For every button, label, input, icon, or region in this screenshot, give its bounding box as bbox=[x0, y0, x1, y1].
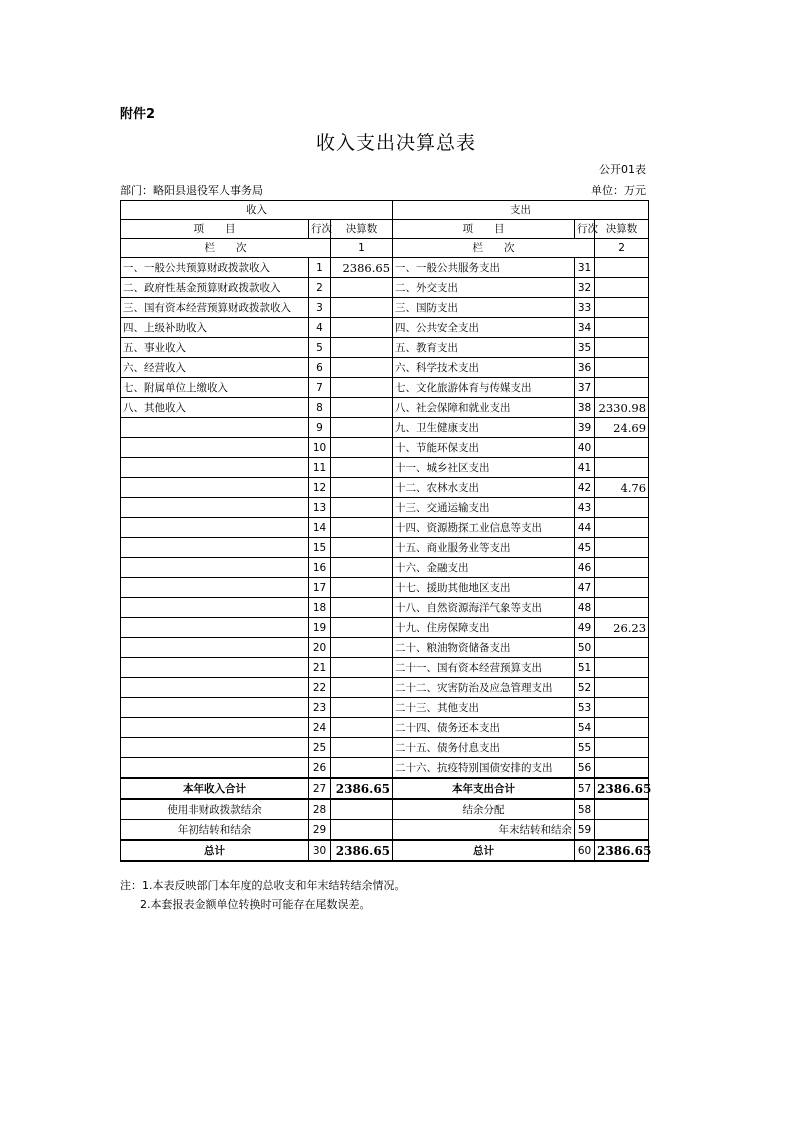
expense-amount bbox=[595, 298, 649, 318]
table-row bbox=[121, 598, 649, 618]
income-row-number: 14 bbox=[309, 518, 331, 538]
table-row bbox=[121, 418, 649, 438]
expense-total-amount: 2386.65 bbox=[595, 778, 649, 799]
income-amount bbox=[331, 738, 393, 758]
expense-item: 十三、交通运输支出 bbox=[393, 498, 575, 518]
income-amount bbox=[331, 498, 393, 518]
income-row-number: 17 bbox=[309, 578, 331, 598]
income-grand-total-amount: 2386.65 bbox=[331, 840, 393, 861]
income-amount bbox=[331, 418, 393, 438]
income-row-number: 22 bbox=[309, 678, 331, 698]
expense-item: 二十六、抗疫特别国债安排的支出 bbox=[393, 758, 575, 779]
income-amount bbox=[331, 458, 393, 478]
income-row-number: 10 bbox=[309, 438, 331, 458]
table-row bbox=[121, 618, 649, 638]
income-amount bbox=[331, 558, 393, 578]
expense-amount bbox=[595, 658, 649, 678]
expense-amount bbox=[595, 698, 649, 718]
expense-row-number: 55 bbox=[575, 738, 595, 758]
table-row bbox=[121, 318, 649, 338]
table-row bbox=[121, 498, 649, 518]
expense-amount: 2330.98 bbox=[595, 398, 649, 418]
expense-amount: 26.23 bbox=[595, 618, 649, 638]
income-item bbox=[121, 578, 309, 598]
income-item bbox=[121, 418, 309, 438]
expense-item: 二十五、债务付息支出 bbox=[393, 738, 575, 758]
expense-item: 六、科学技术支出 bbox=[393, 358, 575, 378]
income-item: 八、其他收入 bbox=[121, 398, 309, 418]
expense-amount bbox=[595, 458, 649, 478]
income-item bbox=[121, 618, 309, 638]
income-item: 三、国有资本经营预算财政拨款收入 bbox=[121, 298, 309, 318]
income-amount bbox=[331, 278, 393, 298]
income-amount bbox=[331, 698, 393, 718]
expense-amount bbox=[595, 638, 649, 658]
expense-row-number: 43 bbox=[575, 498, 595, 518]
expense-row-number: 59 bbox=[575, 820, 595, 841]
expense-item: 十六、金融支出 bbox=[393, 558, 575, 578]
expense-row-number: 58 bbox=[575, 799, 595, 820]
budget-summary-table bbox=[120, 200, 652, 862]
expense-amount: 24.69 bbox=[595, 418, 649, 438]
income-row-number: 4 bbox=[309, 318, 331, 338]
expense-amount bbox=[595, 799, 649, 820]
income-amount bbox=[331, 518, 393, 538]
table-row bbox=[121, 378, 649, 398]
expense-item: 二、外交支出 bbox=[393, 278, 575, 298]
expense-amount bbox=[595, 678, 649, 698]
expense-item: 结余分配 bbox=[393, 799, 575, 820]
expense-item: 八、社会保障和就业支出 bbox=[393, 398, 575, 418]
table-row bbox=[121, 538, 649, 558]
expense-amount bbox=[595, 538, 649, 558]
expense-item: 十四、资源勘探工业信息等支出 bbox=[393, 518, 575, 538]
income-total-amount: 2386.65 bbox=[331, 778, 393, 799]
income-row-number: 29 bbox=[309, 820, 331, 841]
income-item: 七、附属单位上缴收入 bbox=[121, 378, 309, 398]
table-row bbox=[121, 258, 649, 278]
income-amount bbox=[331, 638, 393, 658]
unit-label: 单位：万元 bbox=[591, 184, 646, 197]
table-row bbox=[121, 458, 649, 478]
income-amount: 2386.65 bbox=[331, 258, 393, 278]
income-group-header: 收入 bbox=[121, 201, 393, 220]
expense-amount bbox=[595, 718, 649, 738]
income-amount bbox=[331, 758, 393, 779]
income-amount bbox=[331, 658, 393, 678]
expense-item: 十五、商业服务业等支出 bbox=[393, 538, 575, 558]
expense-row-number: 39 bbox=[575, 418, 595, 438]
table-row bbox=[121, 398, 649, 418]
form-number: 公开01表 bbox=[599, 163, 646, 176]
income-row-number: 20 bbox=[309, 638, 331, 658]
income-item: 年初结转和结余 bbox=[121, 820, 309, 841]
table-row bbox=[121, 518, 649, 538]
income-row-number: 11 bbox=[309, 458, 331, 478]
income-amount bbox=[331, 618, 393, 638]
table-row bbox=[121, 578, 649, 598]
expense-row-number: 54 bbox=[575, 718, 595, 738]
income-row-number: 5 bbox=[309, 338, 331, 358]
income-item bbox=[121, 438, 309, 458]
expense-row-number: 36 bbox=[575, 358, 595, 378]
income-amount bbox=[331, 538, 393, 558]
income-row-number: 16 bbox=[309, 558, 331, 578]
income-item-header: 项 目 bbox=[121, 220, 309, 239]
expense-item: 二十二、灾害防治及应急管理支出 bbox=[393, 678, 575, 698]
income-row-number: 21 bbox=[309, 658, 331, 678]
department-label: 部门：略阳县退役军人事务局 bbox=[120, 184, 263, 197]
income-row-number: 25 bbox=[309, 738, 331, 758]
expense-amount bbox=[595, 518, 649, 538]
table-row bbox=[121, 820, 649, 841]
income-item bbox=[121, 638, 309, 658]
income-item bbox=[121, 478, 309, 498]
table-row bbox=[121, 278, 649, 298]
expense-row-number: 51 bbox=[575, 658, 595, 678]
income-row-number: 12 bbox=[309, 478, 331, 498]
expense-item: 二十四、债务还本支出 bbox=[393, 718, 575, 738]
income-item bbox=[121, 698, 309, 718]
expense-amount: 4.76 bbox=[595, 478, 649, 498]
income-row-number: 24 bbox=[309, 718, 331, 738]
income-amount bbox=[331, 799, 393, 820]
expense-grand-total-amount: 2386.65 bbox=[595, 840, 649, 861]
income-grand-total-label: 总计 bbox=[121, 840, 309, 861]
expense-total-row-number: 57 bbox=[575, 778, 595, 799]
expense-amount bbox=[595, 358, 649, 378]
income-item: 六、经营收入 bbox=[121, 358, 309, 378]
income-column-index: 1 bbox=[331, 239, 393, 258]
table-row bbox=[121, 758, 649, 779]
table-row bbox=[121, 478, 649, 498]
year-total-row bbox=[121, 778, 649, 799]
income-row-number: 3 bbox=[309, 298, 331, 318]
income-item bbox=[121, 738, 309, 758]
table-row bbox=[121, 738, 649, 758]
income-item bbox=[121, 458, 309, 478]
expense-amount bbox=[595, 498, 649, 518]
expense-item: 七、文化旅游体育与传媒支出 bbox=[393, 378, 575, 398]
expense-grand-total-label: 总计 bbox=[393, 840, 575, 861]
income-grand-total-row-number: 30 bbox=[309, 840, 331, 861]
income-amount bbox=[331, 378, 393, 398]
income-row-number: 1 bbox=[309, 258, 331, 278]
income-amount bbox=[331, 578, 393, 598]
expense-amount bbox=[595, 578, 649, 598]
expense-item: 十、节能环保支出 bbox=[393, 438, 575, 458]
income-item: 一、一般公共预算财政拨款收入 bbox=[121, 258, 309, 278]
expense-item: 十八、自然资源海洋气象等支出 bbox=[393, 598, 575, 618]
column-header-row bbox=[121, 220, 649, 239]
table-row bbox=[121, 298, 649, 318]
note-2: 2.本套报表金额单位转换时可能存在尾数误差。 bbox=[140, 898, 371, 911]
expense-item: 十一、城乡社区支出 bbox=[393, 458, 575, 478]
income-row-number: 2 bbox=[309, 278, 331, 298]
expense-row-number: 45 bbox=[575, 538, 595, 558]
income-row-number: 9 bbox=[309, 418, 331, 438]
column-index-row bbox=[121, 239, 649, 258]
income-row-number: 6 bbox=[309, 358, 331, 378]
table-row bbox=[121, 718, 649, 738]
table-row bbox=[121, 638, 649, 658]
expense-item: 二十、粮油物资储备支出 bbox=[393, 638, 575, 658]
expense-row-number: 48 bbox=[575, 598, 595, 618]
income-item bbox=[121, 598, 309, 618]
income-item bbox=[121, 498, 309, 518]
table-row bbox=[121, 438, 649, 458]
expense-amount bbox=[595, 820, 649, 841]
expense-row-number: 33 bbox=[575, 298, 595, 318]
expense-row-number: 41 bbox=[575, 458, 595, 478]
table-row bbox=[121, 698, 649, 718]
expense-row-number: 35 bbox=[575, 338, 595, 358]
income-rowno-header: 行次 bbox=[309, 220, 331, 239]
income-row-number: 18 bbox=[309, 598, 331, 618]
income-amount-header: 决算数 bbox=[331, 220, 393, 239]
expense-item: 九、卫生健康支出 bbox=[393, 418, 575, 438]
expense-column-index: 2 bbox=[595, 239, 649, 258]
income-amount bbox=[331, 298, 393, 318]
income-row-number: 7 bbox=[309, 378, 331, 398]
expense-row-number: 46 bbox=[575, 558, 595, 578]
expense-row-number: 31 bbox=[575, 258, 595, 278]
income-item bbox=[121, 758, 309, 779]
expense-item: 一、一般公共服务支出 bbox=[393, 258, 575, 278]
expense-row-number: 34 bbox=[575, 318, 595, 338]
income-amount bbox=[331, 438, 393, 458]
group-header-row bbox=[121, 201, 649, 220]
expense-row-number: 37 bbox=[575, 378, 595, 398]
expense-item: 四、公共安全支出 bbox=[393, 318, 575, 338]
income-item: 二、政府性基金预算财政拨款收入 bbox=[121, 278, 309, 298]
expense-row-number: 53 bbox=[575, 698, 595, 718]
expense-row-number: 50 bbox=[575, 638, 595, 658]
expense-item: 十二、农林水支出 bbox=[393, 478, 575, 498]
expense-amount bbox=[595, 318, 649, 338]
expense-amount bbox=[595, 278, 649, 298]
income-row-number: 26 bbox=[309, 758, 331, 779]
table-row bbox=[121, 678, 649, 698]
expense-amount bbox=[595, 378, 649, 398]
income-amount bbox=[331, 598, 393, 618]
table-row bbox=[121, 658, 649, 678]
income-item bbox=[121, 538, 309, 558]
table-row bbox=[121, 358, 649, 378]
expense-item: 二十三、其他支出 bbox=[393, 698, 575, 718]
expense-row-number: 47 bbox=[575, 578, 595, 598]
attachment-label: 附件2 bbox=[120, 107, 156, 122]
expense-total-label: 本年支出合计 bbox=[393, 778, 575, 799]
expense-amount-header: 决算数 bbox=[595, 220, 649, 239]
income-column-label: 栏 次 bbox=[121, 239, 331, 258]
income-item: 使用非财政拨款结余 bbox=[121, 799, 309, 820]
income-total-label: 本年收入合计 bbox=[121, 778, 309, 799]
income-amount bbox=[331, 398, 393, 418]
expense-item: 二十一、国有资本经营预算支出 bbox=[393, 658, 575, 678]
income-item bbox=[121, 678, 309, 698]
income-item bbox=[121, 518, 309, 538]
expense-rowno-header: 行次 bbox=[575, 220, 595, 239]
income-row-number: 8 bbox=[309, 398, 331, 418]
expense-item-header: 项 目 bbox=[393, 220, 575, 239]
expense-amount bbox=[595, 438, 649, 458]
expense-item: 十九、住房保障支出 bbox=[393, 618, 575, 638]
expense-row-number: 38 bbox=[575, 398, 595, 418]
expense-row-number: 40 bbox=[575, 438, 595, 458]
income-amount bbox=[331, 478, 393, 498]
income-row-number: 13 bbox=[309, 498, 331, 518]
expense-row-number: 32 bbox=[575, 278, 595, 298]
income-item bbox=[121, 658, 309, 678]
income-row-number: 23 bbox=[309, 698, 331, 718]
income-total-row-number: 27 bbox=[309, 778, 331, 799]
expense-row-number: 42 bbox=[575, 478, 595, 498]
expense-item: 三、国防支出 bbox=[393, 298, 575, 318]
note-1: 注：1.本表反映部门本年度的总收支和年末结转结余情况。 bbox=[120, 879, 406, 892]
expense-amount bbox=[595, 258, 649, 278]
expense-amount bbox=[595, 598, 649, 618]
expense-group-header: 支出 bbox=[393, 201, 649, 220]
table-row bbox=[121, 799, 649, 820]
income-row-number: 19 bbox=[309, 618, 331, 638]
expense-grand-total-row-number: 60 bbox=[575, 840, 595, 861]
expense-row-number: 52 bbox=[575, 678, 595, 698]
expense-amount bbox=[595, 558, 649, 578]
income-item: 五、事业收入 bbox=[121, 338, 309, 358]
income-amount bbox=[331, 358, 393, 378]
income-item: 四、上级补助收入 bbox=[121, 318, 309, 338]
expense-column-label: 栏 次 bbox=[393, 239, 595, 258]
income-row-number: 28 bbox=[309, 799, 331, 820]
income-item bbox=[121, 718, 309, 738]
expense-item: 五、教育支出 bbox=[393, 338, 575, 358]
income-amount bbox=[331, 678, 393, 698]
table-row bbox=[121, 338, 649, 358]
expense-row-number: 49 bbox=[575, 618, 595, 638]
page-title: 收入支出决算总表 bbox=[315, 132, 476, 154]
income-amount bbox=[331, 718, 393, 738]
table-row bbox=[121, 558, 649, 578]
expense-row-number: 44 bbox=[575, 518, 595, 538]
expense-amount bbox=[595, 338, 649, 358]
grand-total-row bbox=[121, 840, 649, 861]
income-item bbox=[121, 558, 309, 578]
expense-item: 年末结转和结余 bbox=[393, 820, 575, 841]
income-amount bbox=[331, 820, 393, 841]
income-amount bbox=[331, 318, 393, 338]
expense-row-number: 56 bbox=[575, 758, 595, 779]
expense-amount bbox=[595, 738, 649, 758]
expense-amount bbox=[595, 758, 649, 779]
income-row-number: 15 bbox=[309, 538, 331, 558]
expense-item: 十七、援助其他地区支出 bbox=[393, 578, 575, 598]
income-amount bbox=[331, 338, 393, 358]
